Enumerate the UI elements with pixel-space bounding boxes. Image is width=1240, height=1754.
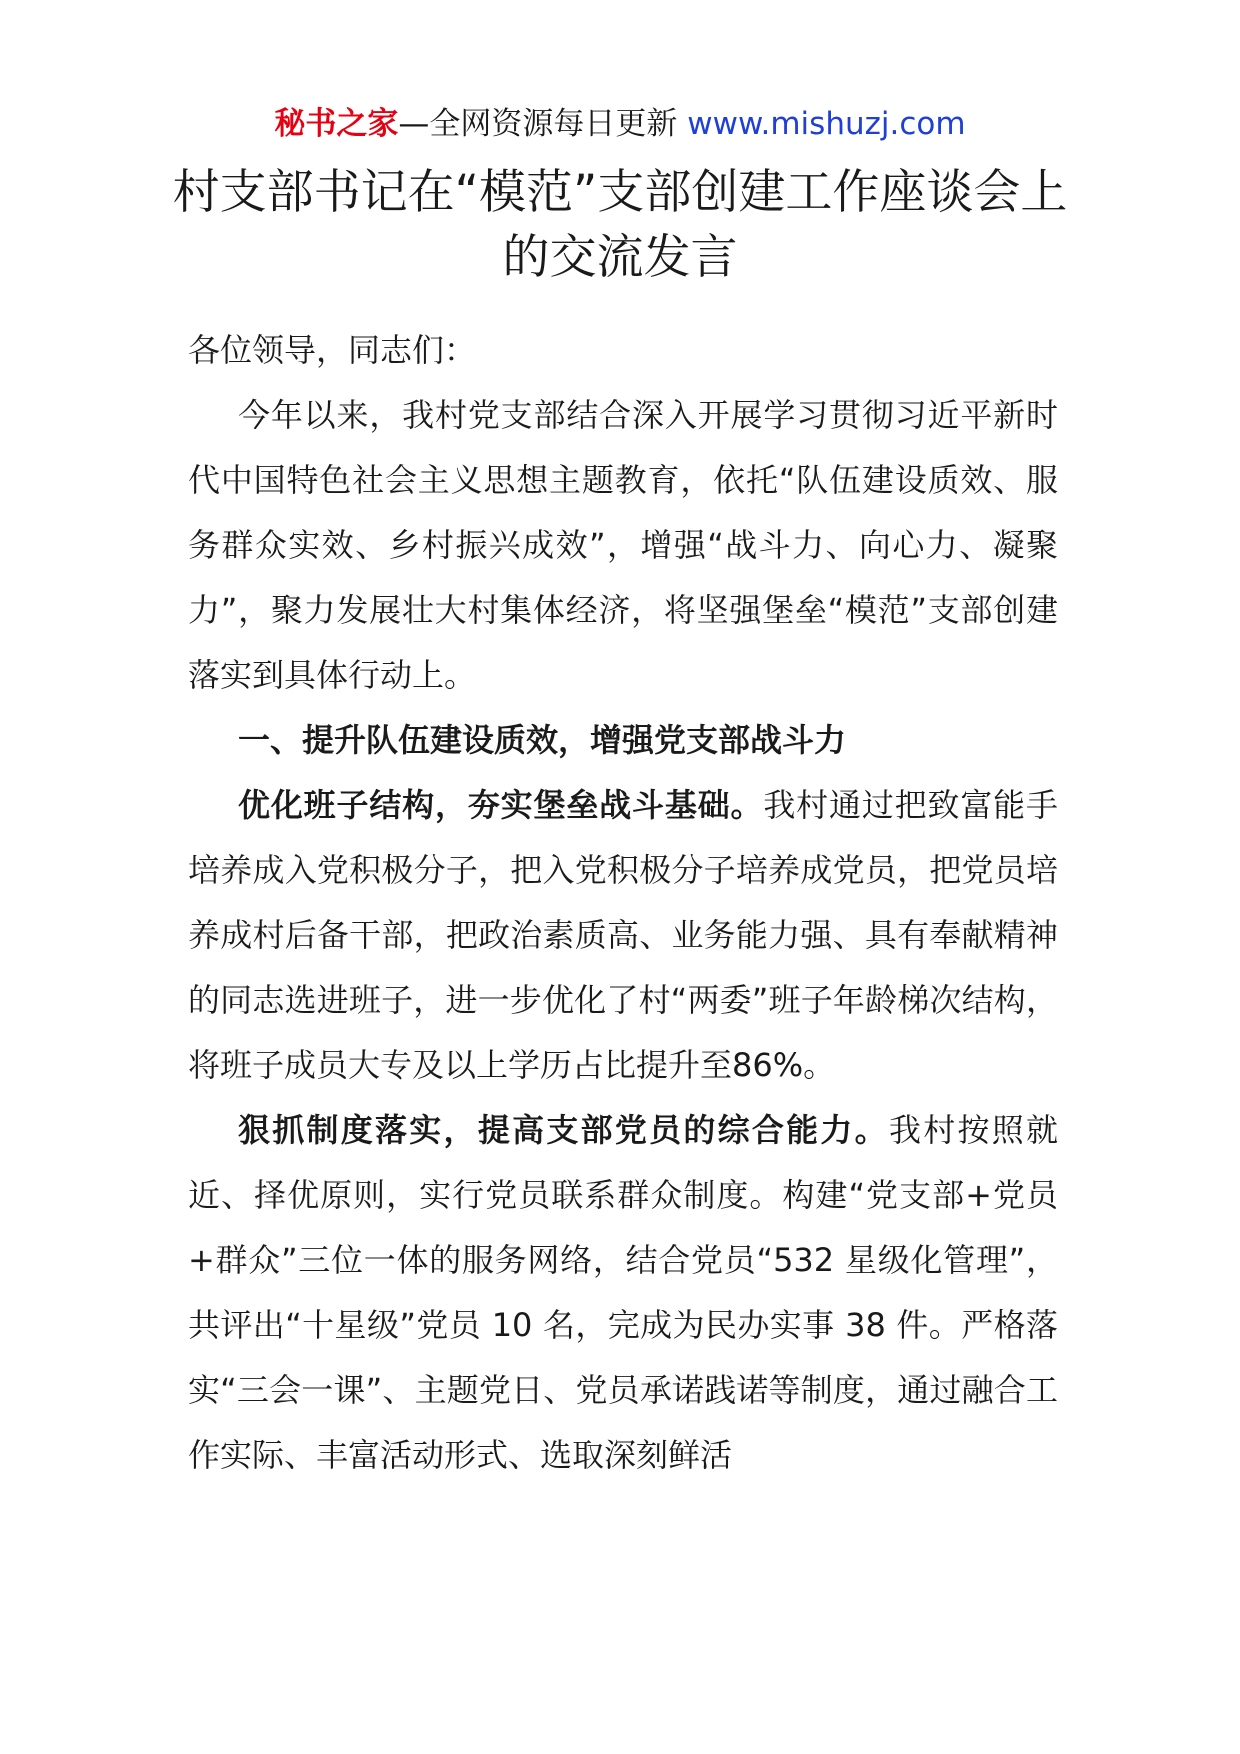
paragraph-1-lead: 优化班子结构，夯实堡垒战斗基础。 bbox=[238, 786, 764, 824]
document-body bbox=[188, 318, 1058, 1488]
site-url-link[interactable]: www.mishuzj.com bbox=[687, 106, 966, 142]
paragraph-2-text: 我村按照就近、择优原则，实行党员联系群众制度。构建“党支部+党员+群众”三位一体的服务网络，结合党员“532 星级化管理”，共评出“十星级”党员 10 名，完成为民办实事 38 件。严格落实“三会一课”、主题党日、党员承诺践诺等制度，通过融合工作实际、丰富活动形式、选取深刻鲜活 bbox=[188, 1111, 1058, 1474]
document-title: 村支部书记在“模范”支部创建工作座谈会上的交流发言 bbox=[172, 165, 1068, 285]
site-brand: 秘书之家 bbox=[274, 106, 399, 142]
greeting: 各位领导，同志们： bbox=[188, 331, 477, 369]
paragraph-1-text: 我村通过把致富能手培养成入党积极分子，把入党积极分子培养成党员，把党员培养成村后备干部，把政治素质高、业务能力强、具有奉献精神的同志选进班子，进一步优化了村“两委”班子年龄梯次结构，将班子成员大专及以上学历占比提升至86%。 bbox=[188, 786, 1058, 1084]
paragraph-1 bbox=[188, 773, 1058, 1098]
paragraph-2 bbox=[188, 1098, 1058, 1488]
site-header bbox=[0, 100, 1240, 148]
site-tagline: —全网资源每日更新 bbox=[398, 106, 688, 142]
intro-paragraph: 今年以来，我村党支部结合深入开展学习贯彻习近平新时代中国特色社会主义思想主题教育，依托“队伍建设质效、服务群众实效、乡村振兴成效”，增强“战斗力、向心力、凝聚力”，聚力发展壮大村集体经济，将坚强堡垒“模范”支部创建落实到具体行动上。 bbox=[188, 396, 1058, 694]
paragraph-2-lead: 狠抓制度落实，提高支部党员的综合能力。 bbox=[238, 1111, 889, 1149]
section-heading-1: 一、提升队伍建设质效，增强党支部战斗力 bbox=[238, 721, 847, 759]
